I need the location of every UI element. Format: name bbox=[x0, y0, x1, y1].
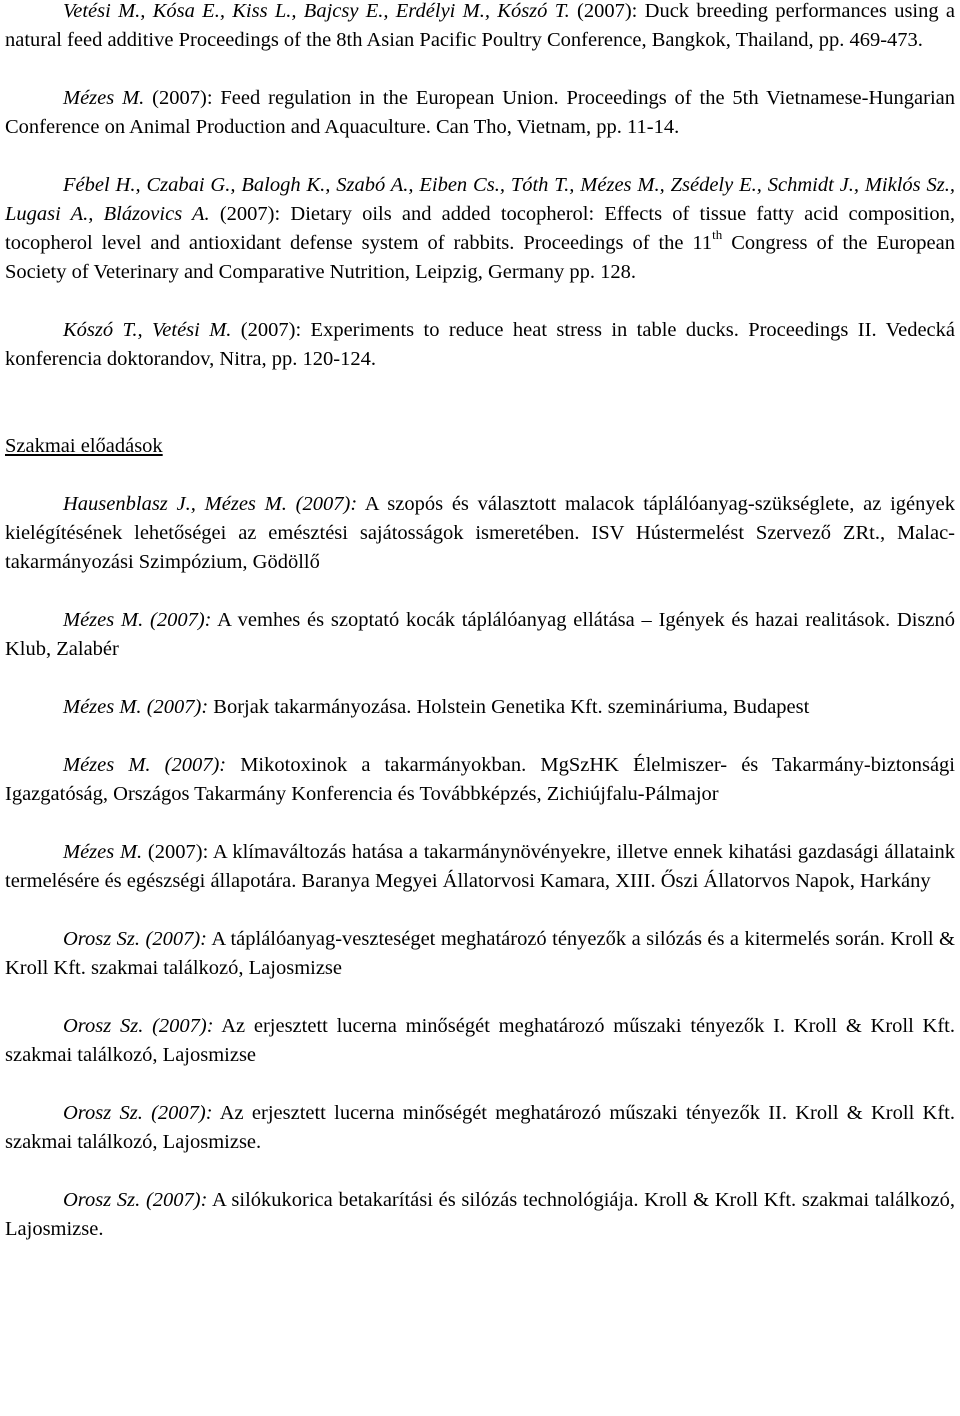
reference-entry bbox=[5, 693, 955, 722]
reference-text: A szopós és választott malacok táplálóanyag-szükséglete, az igények kielégítésének lehetőségei az emésztési sajátosságok ismeretében. ISV Hústermelést Szervező ZRt., Malac-takarmányozási Szimpózium, Gödöllő bbox=[5, 493, 956, 573]
reference-year: (2007): bbox=[143, 609, 212, 631]
reference-text: : A klímaváltozás hatása a takarmánynövényekre, illetve ennek kihatási gazdasági állataink termelésére és egészségi állapotára. Baranya Megyei Állatorvosi Kamara, XIII. Őszi Állatorvos Napok, Harkány bbox=[5, 841, 956, 892]
reference-year: (2007): bbox=[150, 754, 227, 776]
reference-authors: Vetési M., Kósa E., Kiss L., Bajcsy E., Erdélyi M., Kószó T. bbox=[63, 0, 570, 22]
reference-entry bbox=[5, 1012, 955, 1070]
reference-entry bbox=[5, 1186, 955, 1244]
reference-authors: Orosz Sz. bbox=[63, 1102, 143, 1124]
reference-year: (2007): bbox=[140, 928, 207, 950]
reference-entry bbox=[5, 490, 955, 577]
reference-year: (2007) bbox=[144, 87, 207, 109]
reference-authors: Fébel H., Czabai G., Balogh K., Szabó A., Eiben Cs., Tóth T., Mézes M., Zsédely E., Schmidt J., Miklós Sz., Lugasi A., Blázovics A. bbox=[5, 174, 955, 225]
reference-year: (2007) bbox=[209, 203, 275, 225]
reference-entry bbox=[5, 606, 955, 664]
reference-entry bbox=[5, 1099, 955, 1157]
reference-superscript: th bbox=[712, 227, 723, 243]
reference-entry bbox=[5, 84, 955, 142]
reference-authors: Mézes M. bbox=[63, 754, 151, 776]
reference-year: (2007) bbox=[142, 841, 203, 863]
reference-year: (2007) bbox=[569, 0, 632, 22]
section-title: Szakmai előadások bbox=[5, 435, 163, 457]
reference-entry bbox=[5, 316, 955, 374]
document-page bbox=[5, 0, 955, 1244]
reference-authors: Mézes M. bbox=[63, 87, 145, 109]
reference-text: Borjak takarmányozása. Holstein Genetika Kft. szemináriuma, Budapest bbox=[208, 696, 810, 718]
reference-text: : Duck breeding performances using a natural feed additive Proceedings of the 8th Asian Pacific Poultry Conference, Bangkok, Thailand, pp. 469-473. bbox=[5, 0, 956, 51]
reference-year: (2007) bbox=[231, 319, 296, 341]
reference-authors: Mézes M. bbox=[63, 841, 143, 863]
reference-text: A táplálóanyag-veszteséget meghatározó tényezők a silózás és a kitermelés során. Kroll & Kroll Kft. szakmai találkozó, Lajosmizse bbox=[5, 928, 956, 979]
reference-year: (2007): bbox=[142, 1102, 213, 1124]
reference-text-cont: Congress of the European Society of Veterinary and Comparative Nutrition, Leipzig, Germany pp. 128. bbox=[5, 232, 955, 283]
reference-year: (2007): bbox=[286, 493, 358, 515]
reference-text: : Feed regulation in the European Union. Proceedings of the 5th Vietnamese-Hungarian Conference on Animal Production and Aquaculture. Can Tho, Vietnam, pp. 11-14. bbox=[5, 87, 955, 138]
reference-year: (2007): bbox=[143, 1015, 214, 1037]
reference-authors: Mézes M. bbox=[63, 696, 142, 718]
reference-entry bbox=[5, 838, 955, 896]
reference-text: : Experiments to reduce heat stress in table ducks. Proceedings II. Vedecká konferencia doktorandov, Nitra, pp. 120-124. bbox=[5, 319, 956, 370]
reference-authors: Orosz Sz. bbox=[63, 928, 141, 950]
reference-authors: Hausenblasz J., Mézes M. bbox=[63, 493, 287, 515]
reference-text: Az erjesztett lucerna minőségét meghatározó műszaki tényezők I. Kroll & Kroll Kft. szakmai találkozó, Lajosmizse bbox=[5, 1015, 955, 1066]
reference-authors: Orosz Sz. bbox=[63, 1189, 141, 1211]
reference-year: (2007): bbox=[141, 696, 209, 718]
reference-entry bbox=[5, 171, 955, 287]
reference-authors: Orosz Sz. bbox=[63, 1015, 144, 1037]
reference-entry bbox=[5, 925, 955, 983]
reference-authors: Mézes M. bbox=[63, 609, 144, 631]
reference-authors: Kószó T., Vetési M. bbox=[63, 319, 232, 341]
reference-entry bbox=[5, 751, 955, 809]
reference-text: A vemhes és szoptató kocák táplálóanyag ellátása – Igények és hazai realitások. Disznó Klub, Zalabér bbox=[5, 609, 956, 660]
reference-text: Az erjesztett lucerna minőségét meghatározó műszaki tényezők II. Kroll & Kroll Kft. szakmai találkozó, Lajosmizse. bbox=[5, 1102, 955, 1153]
reference-text: : Dietary oils and added tocopherol: Effects of tissue fatty acid composition, tocopherol level and antioxidant defense system of rabbits. Proceedings of the 11 bbox=[5, 203, 955, 254]
reference-year: (2007): bbox=[140, 1189, 208, 1211]
reference-text: A silókukorica betakarítási és silózás technológiája. Kroll & Kroll Kft. szakmai találkozó, Lajosmizse. bbox=[5, 1189, 955, 1240]
reference-entry bbox=[5, 0, 955, 55]
reference-text: Mikotoxinok a takarmányokban. MgSzHK Élelmiszer- és Takarmány-biztonsági Igazgatóság, Országos Takarmány Konferencia és Továbbképzés, Zichiújfalu-Pálmajor bbox=[5, 754, 956, 805]
